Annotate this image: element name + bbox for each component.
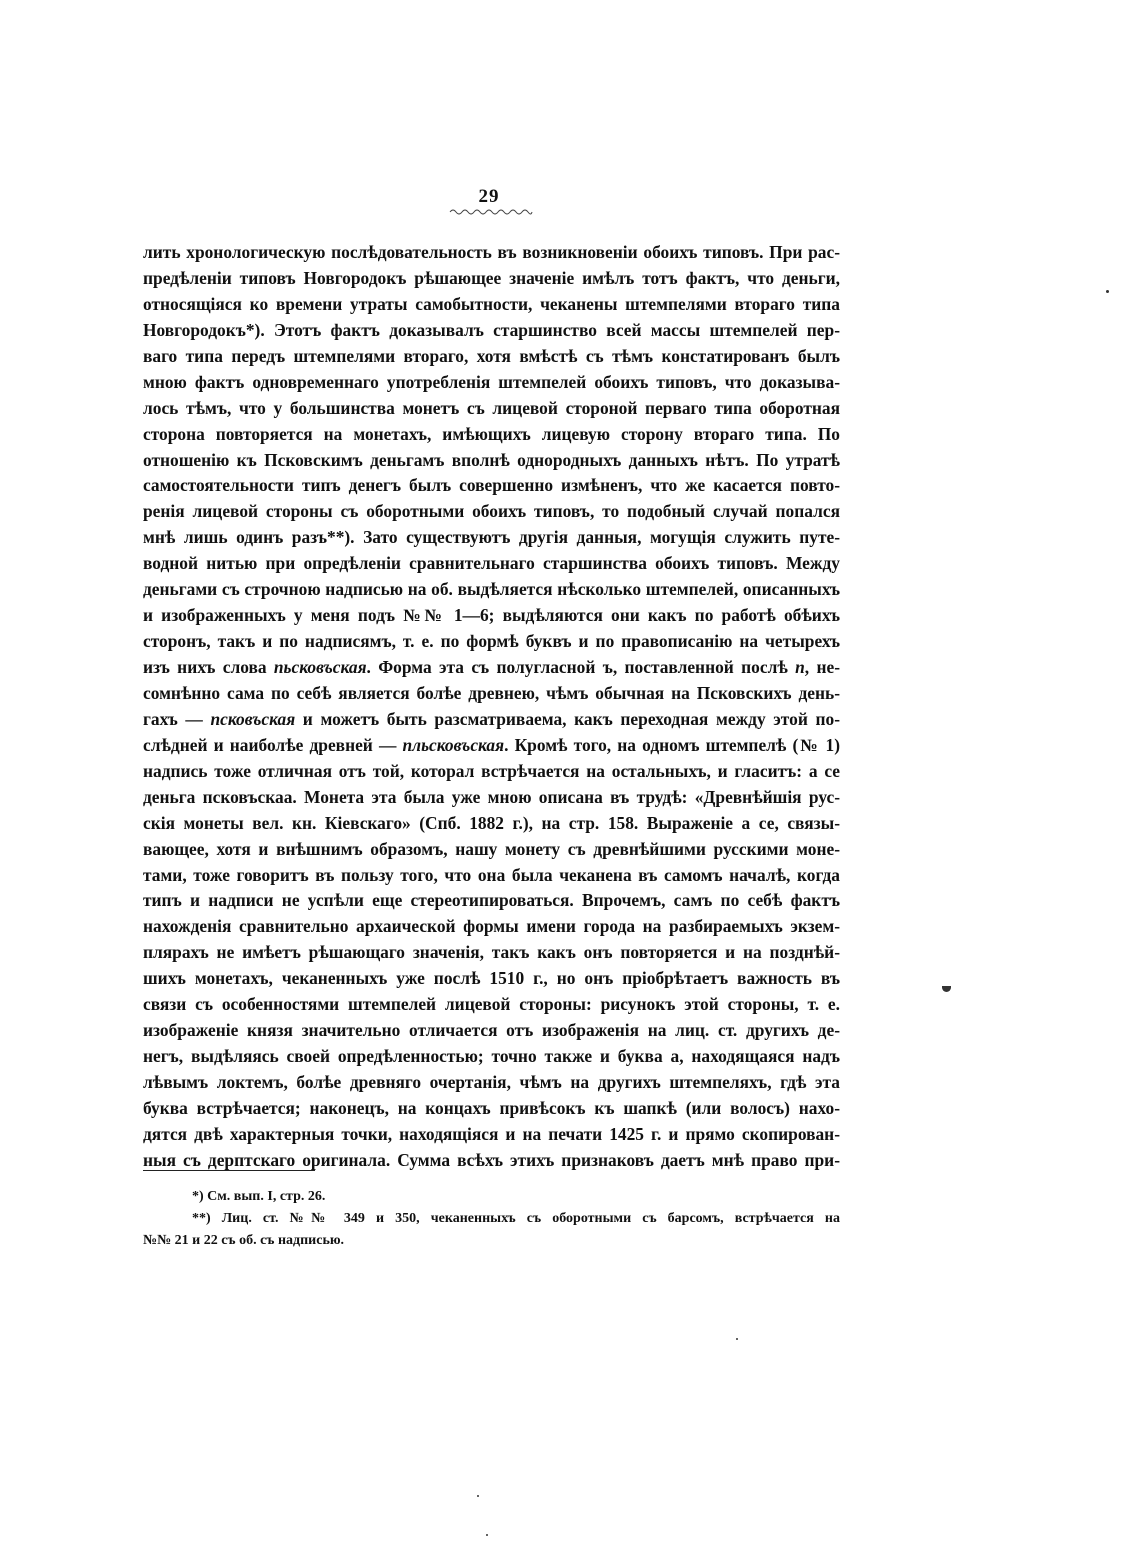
- text-line: скія монеты вел. кн. Кіевскаго» (Спб. 1882 г.), на стр. 158. Выраженіе а се, связы-: [143, 812, 840, 833]
- footnote-1: *) См. вып. I, стр. 26.: [192, 1189, 326, 1204]
- text-segment: . Кромѣ того, на одномъ штемпелѣ (№ 1): [504, 734, 840, 755]
- scan-speck: [486, 1534, 488, 1536]
- text-line: деньгами съ строчною надписью на об. выдѣляется нѣсколько штемпелей, описанныхъ: [143, 579, 840, 600]
- italic-word: пльсковъская: [402, 734, 505, 755]
- text-line: тами, тоже говоритъ въ пользу того, что она была чеканена въ самомъ началѣ, когда: [143, 864, 840, 885]
- text-line: изображеніе князя значительно отличается отъ изображенія на лиц. ст. другихъ де-: [143, 1020, 840, 1041]
- text-line: лить хронологическую послѣдовательность въ возникновеніи обоихъ типовъ. При рас-: [143, 242, 840, 262]
- italic-word: пьсковъская: [273, 657, 367, 677]
- scan-speck: [736, 1338, 738, 1340]
- footnote-2: **) Лиц. ст. №№ 349 и 350, чеканенныхъ съ оборотными съ барсомъ, встрѣчается на: [192, 1211, 840, 1226]
- text-line: шихъ монетахъ, чеканенныхъ уже послѣ 1510 г., но онъ пріобрѣтаетъ важность въ: [143, 968, 840, 989]
- text-line: ренія лицевой стороны съ оборотными обоихъ типовъ, то подобный случай попался: [143, 501, 840, 522]
- footnotes: [143, 1186, 840, 1252]
- text-line: [143, 733, 840, 759]
- text-line: мною фактъ одновременнаго употребленія штемпелей обоихъ типовъ, что доказыва-: [143, 371, 840, 392]
- text-line: дятся двѣ характерныя точки, находящіяся и на печати 1425 г. и прямо скопирован-: [143, 1123, 840, 1144]
- text-segment: и можетъ быть разсматриваема, какъ переходная между этой по-: [295, 708, 840, 729]
- text-line: предѣленіи типовъ Новгородокъ рѣшающее значеніе имѣлъ тотъ фактъ, что деньги,: [143, 267, 840, 288]
- text-line: вающее, хотя и внѣшнимъ образомъ, нашу монету съ древнѣйшими русскими моне-: [143, 838, 840, 859]
- text-line: ваго типа передъ штемпелями втораго, хотя вмѣстѣ съ тѣмъ констатированъ былъ: [143, 345, 840, 366]
- text-line: Новгородокъ*). Этотъ фактъ доказывалъ старшинство всей массы штемпелей пер-: [143, 319, 840, 340]
- main-text: [143, 240, 840, 1174]
- text-line: лось тѣмъ, что у большинства монетъ съ лицевой стороной перваго типа оборотная: [143, 397, 840, 418]
- text-line: плярахъ не имѣетъ рѣшающаго значенія, такъ какъ онъ повторяется и на позднѣй-: [143, 942, 840, 963]
- italic-letter: п: [795, 657, 805, 677]
- text-line: сомнѣнно сама по себѣ является болѣе древнею, чѣмъ обычная на Псковскихъ день-: [143, 682, 840, 703]
- text-segment: . Форма эта съ полугласной ъ, поставленной послѣ: [366, 657, 796, 677]
- text-line: негъ, выдѣляясь своей опредѣленностью; точно также и буква а, находящаяся надъ: [143, 1046, 840, 1067]
- text-line: типъ и надписи не успѣли еще стереотипироваться. Впрочемъ, самъ по себѣ фактъ: [143, 890, 840, 911]
- text-line: отношенію къ Псковскимъ деньгамъ вполнѣ однородныхъ данныхъ нѣтъ. По утратѣ: [143, 449, 840, 470]
- footnote-2-continuation: №№ 21 и 22 съ об. съ надписью.: [143, 1233, 345, 1248]
- text-line: относящіяся ко времени утраты самобытности, чеканены штемпелями втораго типа: [143, 293, 840, 314]
- scan-speck: [1106, 290, 1109, 293]
- text-line: лѣвымъ локтемъ, болѣе древняго очертанія, чѣмъ на другихъ штемпеляхъ, гдѣ эта: [143, 1072, 840, 1092]
- scan-speck: [942, 986, 951, 992]
- text-line: водной нитью при опредѣленіи сравнительнаго старшинства обоихъ типовъ. Между: [143, 553, 840, 574]
- scan-speck: [477, 1495, 479, 1497]
- text-line: [143, 707, 840, 733]
- text-line: сторонъ, такъ и по надписямъ, т. е. по формѣ буквъ и по правописанію на четырехъ: [143, 631, 840, 652]
- text-segment: гахъ —: [143, 708, 211, 729]
- text-line: деньга псковъскаа. Монета эта была уже мною описана въ трудѣ: «Древнѣйшія рус-: [143, 786, 840, 807]
- text-line: надпись тоже отличная отъ той, которал встрѣчается на остальныхъ, и гласитъ: а се: [143, 760, 840, 781]
- italic-word: псковъская: [210, 708, 296, 729]
- text-line: связи съ особенностями штемпелей лицевой стороны: рисунокъ этой стороны, т. е.: [143, 994, 840, 1015]
- text-line: самостоятельности типъ денегъ былъ совершенно измѣненъ, что же касается повто-: [143, 475, 840, 496]
- text-segment: слѣдней и наиболѣе древней —: [143, 734, 403, 755]
- text-segment: , не-: [804, 657, 840, 677]
- text-line: буква встрѣчается; наконецъ, на концахъ привѣсокъ къ шапкѣ (или волосъ) нахо-: [143, 1097, 840, 1118]
- page-number: 29: [478, 186, 500, 207]
- footnote-separator: [143, 1170, 315, 1171]
- text-line: нахожденія сравнительно архаической формы имени города на разбираемыхъ экзем-: [143, 916, 840, 937]
- text-line: мнѣ лишь одинъ разъ**). Зато существуютъ другія данныя, могущія служить путе-: [143, 527, 840, 548]
- text-line: [143, 655, 840, 681]
- text-line: сторона повторяется на монетахъ, имѣющихъ лицевую сторону втораго типа. По: [143, 423, 840, 444]
- text-line: и изображенныхъ у меня подъ №№ 1—6; выдѣляются они какъ по работѣ обѣихъ: [143, 605, 840, 626]
- page-number-ornament: [448, 208, 534, 216]
- text-segment: изъ нихъ слова: [143, 657, 274, 677]
- text-line: ныя съ дерптскаго оригинала. Сумма всѣхъ этихъ признаковъ даетъ мнѣ право при-: [143, 1149, 840, 1170]
